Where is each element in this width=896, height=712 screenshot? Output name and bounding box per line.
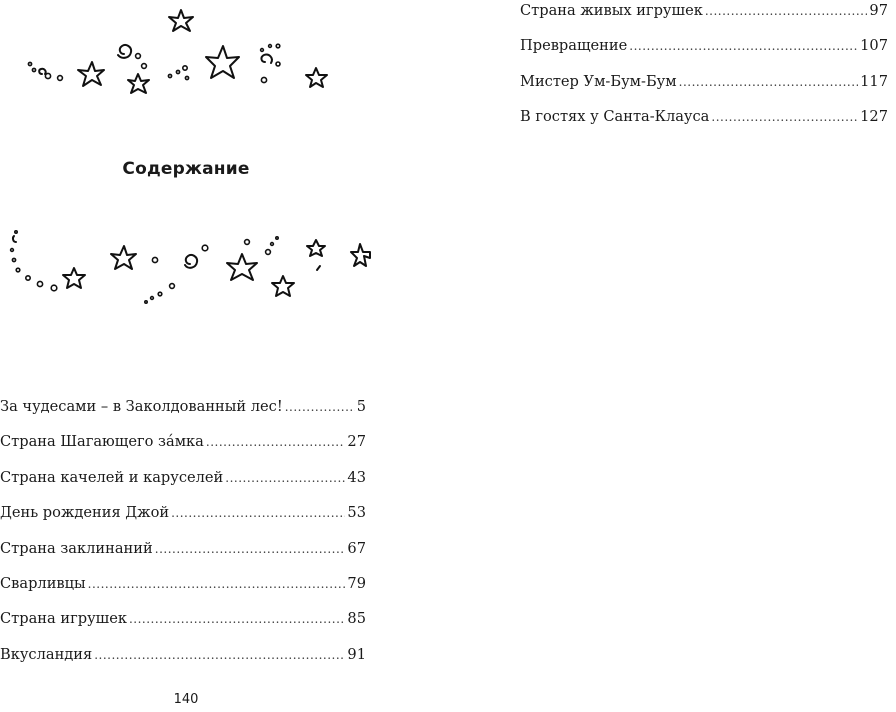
toc-page-number: 27 (347, 433, 366, 451)
toc-page-number: 85 (347, 610, 366, 628)
dot-leader (155, 538, 346, 560)
toc-entry[interactable] (0, 467, 366, 502)
dot-leader (285, 396, 355, 418)
dot-leader (705, 0, 868, 22)
toc-page-number: 107 (860, 37, 888, 55)
toc-entry[interactable] (0, 608, 366, 643)
toc-entry-title: Превращение (520, 37, 628, 55)
toc-entry-title: День рождения Джой (0, 504, 170, 522)
toc-entry-title: Страна Шагающего зáмка (0, 433, 204, 451)
toc-entry-title: В гостях у Санта-Клауса (520, 107, 710, 125)
toc-page-number: 97 (869, 2, 888, 19)
toc-entry[interactable] (520, 106, 888, 141)
toc-entry-title: За чудесами – в Заколдованный лес! (0, 398, 283, 415)
toc-entry[interactable] (0, 573, 366, 608)
dot-leader (679, 71, 859, 93)
toc-entry[interactable] (0, 502, 366, 537)
dot-leader (629, 35, 858, 57)
toc-entry[interactable] (520, 35, 888, 70)
toc-entry-title: Вкусландия (0, 645, 93, 663)
dot-leader (171, 502, 345, 524)
toc-page-number: 91 (347, 645, 366, 663)
toc-entry-title: Страна живых игрушек (520, 2, 703, 19)
toc-entry-title: Страна качелей и каруселей (0, 468, 224, 486)
dot-leader (711, 106, 858, 128)
page-number: 140 (173, 692, 199, 707)
toc-entry-title: Сварливцы (0, 574, 86, 592)
dot-leader (94, 644, 345, 666)
toc-page-number: 67 (347, 539, 366, 557)
dot-leader (206, 431, 346, 453)
toc-entry-title: Мистер Ум-Бум-Бум (520, 72, 677, 90)
left-page (0, 0, 372, 712)
page-title: Содержание (122, 159, 250, 179)
toc-entry-title: Страна игрушек (0, 610, 127, 628)
dot-leader (225, 467, 345, 489)
toc-page-number: 127 (860, 107, 888, 125)
toc-page-number: 5 (356, 398, 366, 415)
toc-page-number: 79 (347, 574, 366, 592)
toc-page-number: 117 (860, 72, 888, 90)
stars-and-swirls-icon (2, 228, 370, 310)
dot-leader (129, 608, 345, 630)
toc-entry[interactable] (0, 396, 366, 431)
toc-entry-title: Страна заклинаний (0, 539, 153, 557)
stars-and-swirls-icon (20, 6, 340, 102)
toc-page-number: 43 (347, 468, 366, 486)
toc-entry[interactable] (0, 538, 366, 573)
toc-entry[interactable] (520, 0, 888, 35)
toc-entry[interactable] (520, 71, 888, 106)
dot-leader (88, 573, 346, 595)
toc-entry[interactable] (0, 644, 366, 679)
toc-entry[interactable] (0, 431, 366, 466)
table-of-contents (0, 396, 366, 679)
toc-page-number: 53 (347, 504, 366, 522)
table-of-contents-continued (520, 0, 888, 141)
